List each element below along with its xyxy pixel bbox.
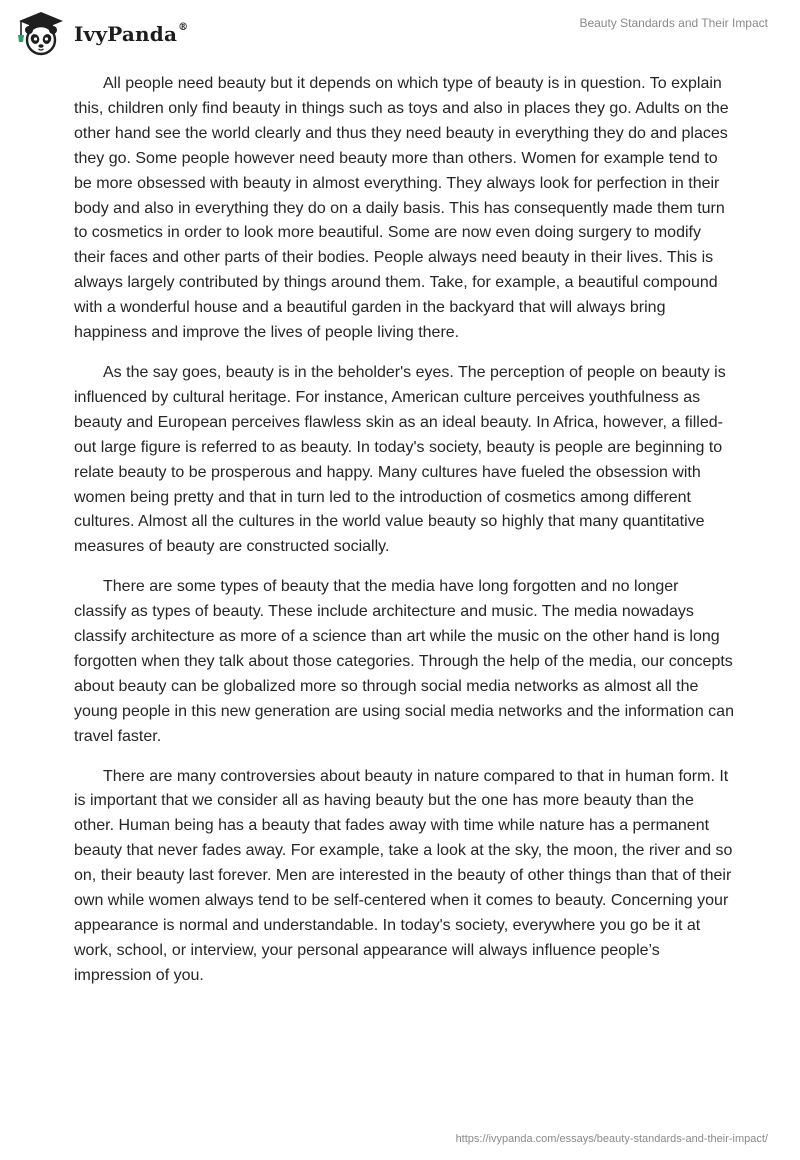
essay-body: [74, 72, 734, 1004]
document-title: Beauty Standards and Their Impact: [579, 16, 768, 30]
page-header: [0, 0, 800, 70]
registered-mark: ®: [178, 22, 189, 34]
ivypanda-logo[interactable]: [14, 8, 188, 58]
essay-paragraph-2: As the say goes, beauty is in the beholder's eyes. The perception of people on beauty is influenced by cultural heritage. For instance, American culture perceives youthfulness as beauty and European perceives flawless skin as an ideal beauty. In Africa, however, a filled-out large figure is referred to as beauty. In today's society, beauty is people are beginning to relate beauty to be prosperous and happy. Many cultures have fueled the obsession with women being pretty and that in turn led to the introduction of cosmetics among different cultures. Almost all the cultures in the world value beauty so highly that many quantitative measures of beauty are constructed socially.: [74, 363, 726, 556]
panda-graduation-cap-icon: [14, 9, 68, 57]
brand-text: IvyPanda: [74, 22, 178, 46]
source-url[interactable]: https://ivypanda.com/essays/beauty-standards-and-their-impact/: [455, 1133, 768, 1145]
essay-paragraph-1: All people need beauty but it depends on which type of beauty is in question. To explain this, children only find beauty in things such as toys and also in places they go. Adults on the other hand see the world clearly and thus they need beauty in everything they do and places they go. Some people however need beauty more than others. Women for example tend to be more obsessed with beauty in almost everything. They always look for perfection in their body and also in everything they do on a daily basis. This has consequently made them turn to cosmetics in order to look more beautiful. Some are now even doing surgery to modify their faces and other parts of their bodies. People always need beauty in their lives. This is always largely contributed by things around them. Take, for example, a beautiful compound with a wonderful house and a beautiful garden in the backyard that will always bring happiness and improve the lives of people living there.: [74, 75, 729, 342]
brand-name: [74, 22, 188, 46]
essay-paragraph-4: There are many controversies about beauty in nature compared to that in human form. It is important that we consider all as having beauty but the one has more beauty than the other. Human being has a beauty that fades away with time while nature has a permanent beauty that never fades away. For example, take a look at the sky, the moon, the river and so on, their beauty last forever. Men are interested in the beauty of other things than that of their own while women always tend to be self-centered when it comes to beauty. Concerning your appearance is normal and understandable. In today's society, everywhere you go be it at work, school, or interview, your personal appearance will always influence people’s impression of you.: [74, 767, 733, 984]
essay-paragraph-3: There are some types of beauty that the media have long forgotten and no longer classify as types of beauty. These include architecture and music. The media nowadays classify architecture as more of a science than art while the music on the other hand is long forgotten when they talk about those categories. Through the help of the media, our concepts about beauty can be globalized more so through social media networks as almost all the young people in this new generation are using social media networks and the information can travel faster.: [74, 578, 734, 745]
